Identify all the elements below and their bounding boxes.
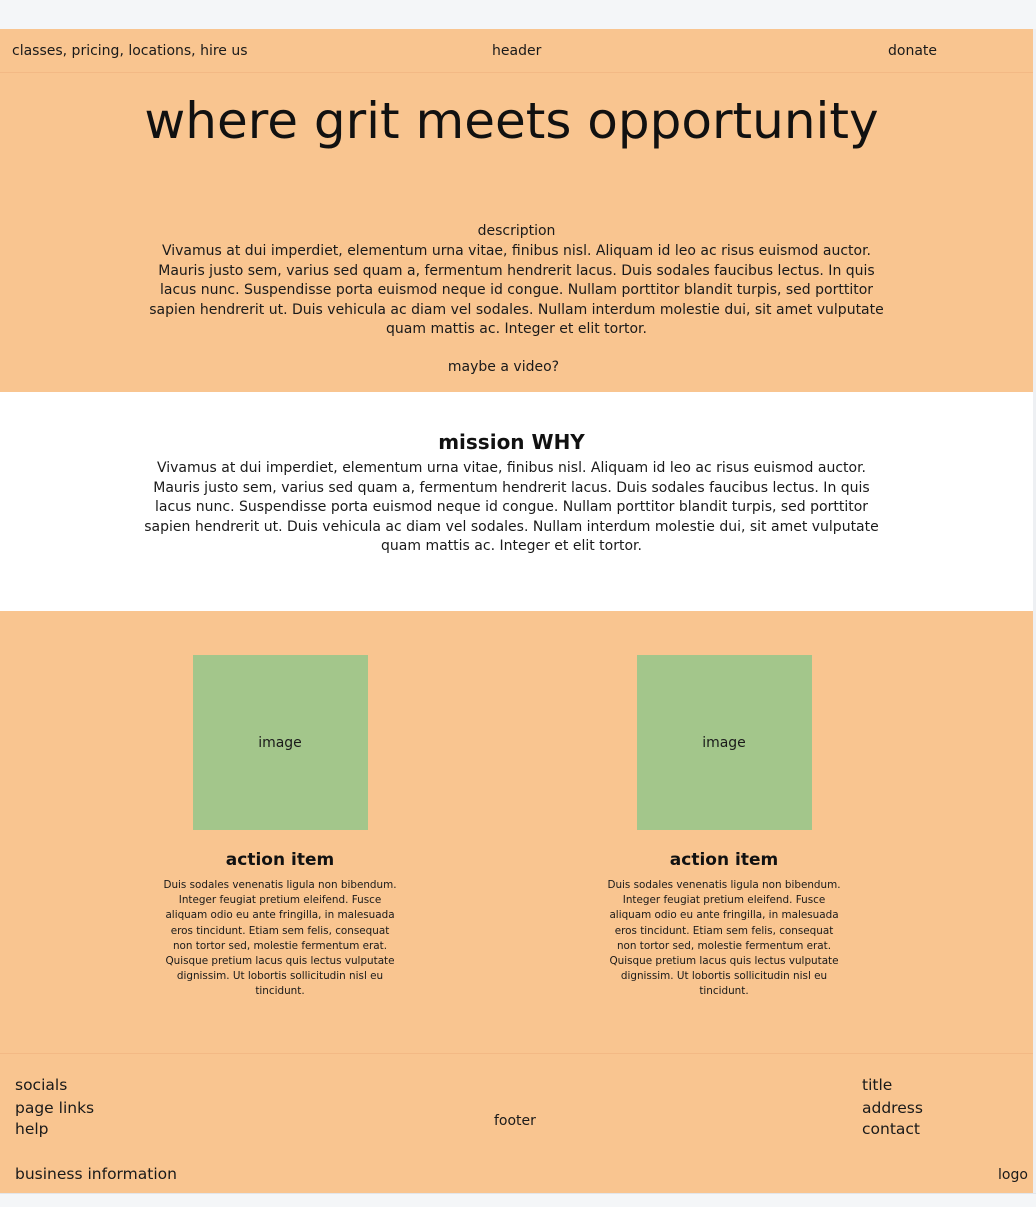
- footer-left-column: [15, 1075, 94, 1140]
- footer-logo[interactable]: logo: [998, 1167, 1028, 1183]
- mission-section: [0, 392, 1033, 611]
- footer-label: footer: [494, 1113, 536, 1129]
- hero-title: where grit meets opportunity: [144, 92, 879, 150]
- image-placeholder: [637, 655, 812, 830]
- action-title[interactable]: action item: [669, 850, 779, 870]
- action-card: [150, 655, 410, 1000]
- help-link[interactable]: help: [15, 1120, 49, 1138]
- image-label: image: [702, 734, 746, 751]
- footer-right-column: [862, 1075, 923, 1140]
- contact-link[interactable]: contact: [862, 1120, 921, 1138]
- action-body: Duis sodales venenatis ligula non bibendum. Integer feugiat pretium eleifend. Fusce aliquam odio eu ante fringilla, in malesuada eros tincidunt. Etiam sem felis, consequat non tortor sed, molestie fermentum erat. Quisque pretium lacus quis lectus vulputate dignissim. Ut lobortis sollicitudin nisl eu tincidunt.: [607, 879, 841, 998]
- header-label: header: [492, 43, 542, 59]
- nav-links[interactable]: classes, pricing, locations, hire us: [12, 43, 248, 59]
- footer-address: address: [862, 1099, 923, 1117]
- image-label: image: [258, 734, 302, 751]
- mission-body: Vivamus at dui imperdiet, elementum urna vitae, finibus nisl. Aliquam id leo ac risus euismod auctor. Mauris justo sem, varius sed quam a, fermentum hendrerit lacus. Duis sodales faucibus lectus. In quis lacus nunc. Suspendisse porta euismod neque id congue. Nullam porttitor blandit turpis, sed porttitor sapien hendrerit ut. Duis vehicula ac diam vel sodales. Nullam interdum molestie dui, sit amet vulputate quam mattis ac. Integer et elit tortor.: [144, 460, 879, 555]
- action-body: Duis sodales venenatis ligula non bibendum. Integer feugiat pretium eleifend. Fusce aliquam odio eu ante fringilla, in malesuada eros tincidunt. Etiam sem felis, consequat non tortor sed, molestie fermentum erat. Quisque pretium lacus quis lectus vulputate dignissim. Ut lobortis sollicitudin nisl eu tincidunt.: [163, 879, 397, 998]
- site-header: [0, 29, 1033, 73]
- action-card: [594, 655, 854, 1000]
- donate-link[interactable]: donate: [888, 43, 938, 59]
- video-note: maybe a video?: [447, 359, 560, 375]
- hero-description-label: description: [477, 223, 556, 239]
- bottom-chrome-strip: [0, 1193, 1036, 1207]
- image-placeholder: [193, 655, 368, 830]
- action-title[interactable]: action item: [225, 850, 335, 870]
- business-information: business information: [15, 1165, 177, 1183]
- mission-title: mission WHY: [438, 430, 585, 454]
- site-footer: [0, 1053, 1033, 1193]
- top-chrome-strip: [0, 0, 1036, 29]
- hero-description: Vivamus at dui imperdiet, elementum urna vitae, finibus nisl. Aliquam id leo ac risus euismod auctor. Mauris justo sem, varius sed quam a, fermentum hendrerit lacus. Duis sodales faucibus lectus. In quis lacus nunc. Suspendisse porta euismod neque id congue. Nullam porttitor blandit turpis, sed porttitor sapien hendrerit ut. Duis vehicula ac diam vel sodales. Nullam interdum molestie dui, sit amet vulputate quam mattis ac. Integer et elit tortor.: [149, 243, 884, 338]
- page-links[interactable]: page links: [15, 1099, 95, 1117]
- wireframe-canvas: [0, 29, 1033, 1193]
- footer-title: title: [862, 1076, 893, 1094]
- socials-link[interactable]: socials: [15, 1076, 68, 1094]
